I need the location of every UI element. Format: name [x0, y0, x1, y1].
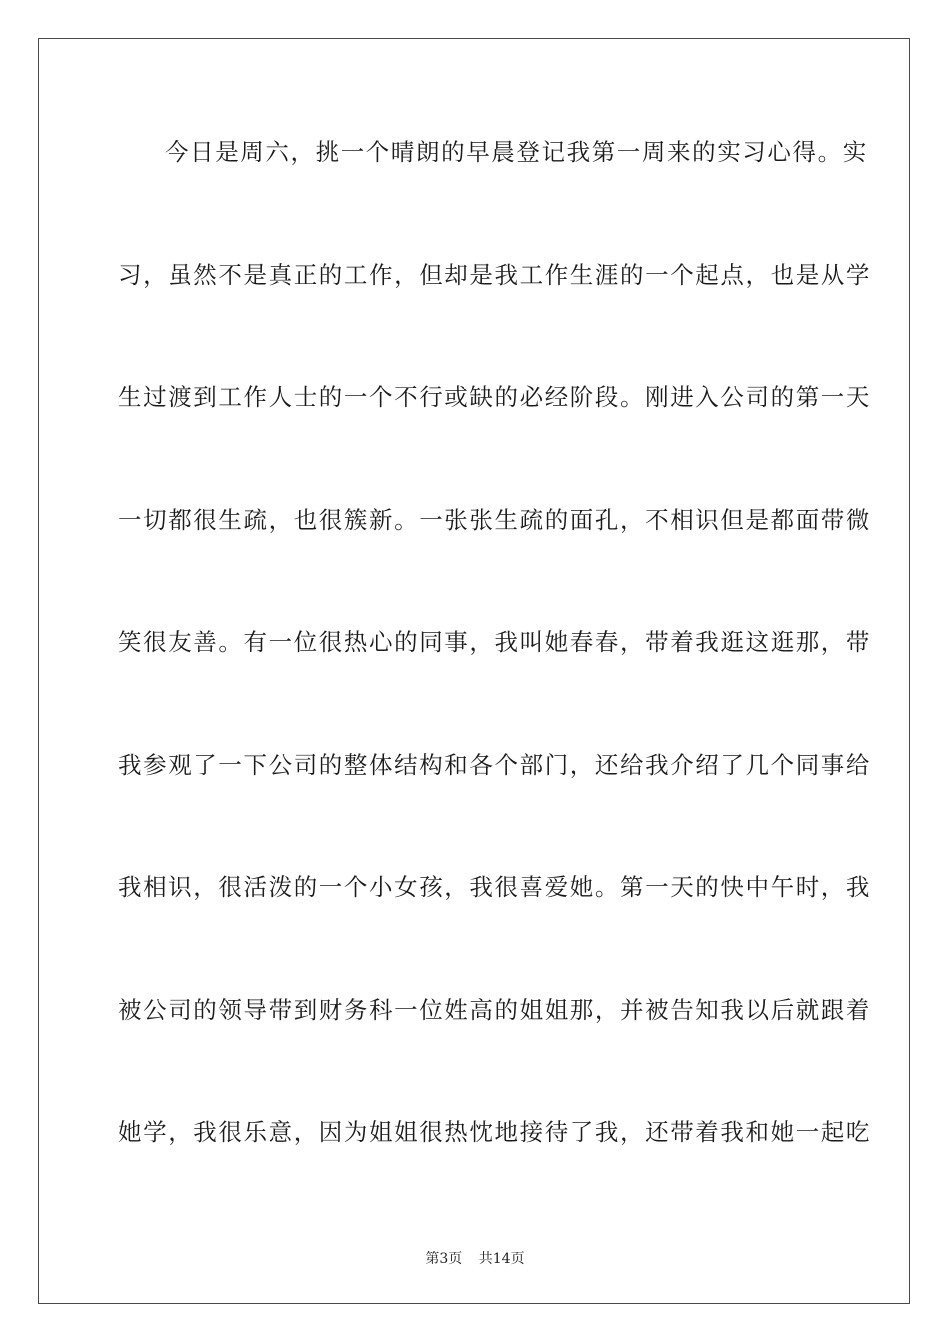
page-number: 第3页: [425, 1251, 463, 1267]
paragraph-line-6: 我参观了一下公司的整体结构和各个部门，还给我介绍了几个同事给: [118, 750, 871, 779]
paragraph-line-4: 一切都很生疏，也很簇新。一张张生疏的面孔，不相识但是都面带微: [118, 505, 871, 534]
page-footer: [0, 1248, 950, 1268]
paragraph-line-3: 生过渡到工作人士的一个不行或缺的必经阶段。刚进入公司的第一天: [118, 383, 871, 411]
paragraph-line-2: 习，虽然不是真正的工作，但却是我工作生涯的一个起点，也是从学: [118, 260, 871, 289]
paragraph-line-1: 今日是周六，挑一个晴朗的早晨登记我第一周来的实习心得。实: [165, 138, 868, 166]
paragraph-line-9: 她学，我很乐意，因为姐姐很热忱地接待了我，还带着我和她一起吃: [118, 1118, 871, 1146]
page-total: 共14页: [478, 1251, 525, 1267]
paragraph-line-8: 被公司的领导带到财务科一位姓高的姐姐那，并被告知我以后就跟着: [118, 995, 871, 1024]
document-body: [118, 128, 871, 1231]
paragraph-line-7: 我相识，很活泼的一个小女孩，我很喜爱她。第一天的快中午时，我: [118, 873, 871, 901]
paragraph-line-5: 笑很友善。有一位很热心的同事，我叫她春春，带着我逛这逛那，带: [118, 628, 871, 656]
